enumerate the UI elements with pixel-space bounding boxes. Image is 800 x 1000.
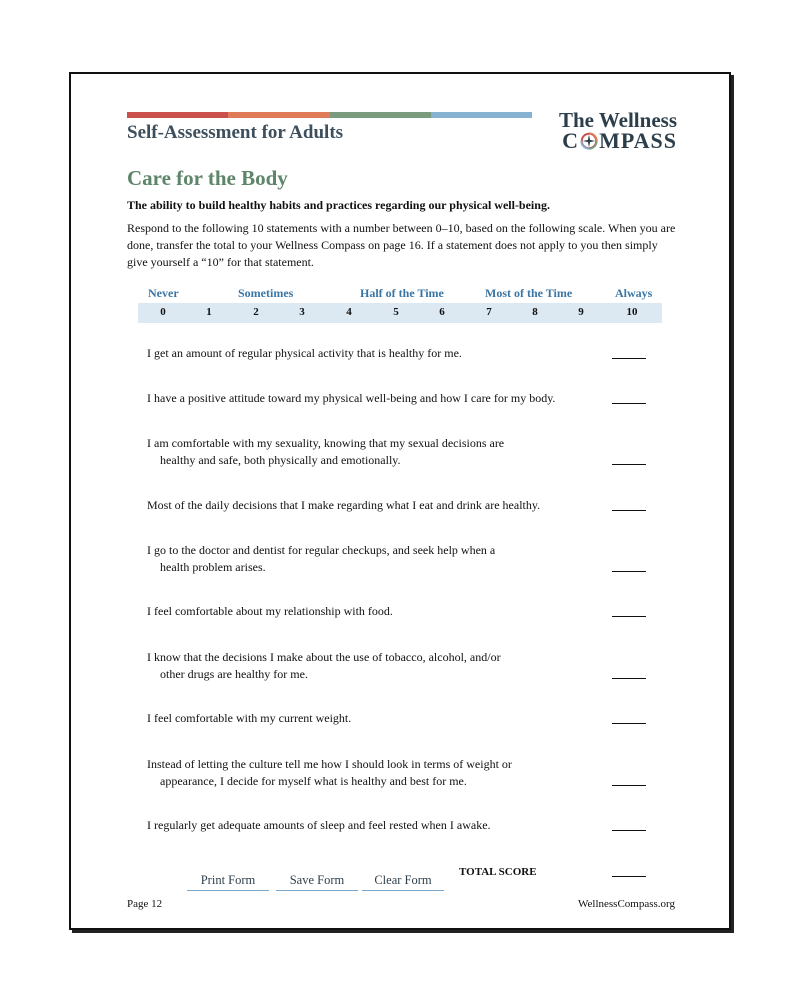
scale-number: 2 [253,306,259,318]
color-bar-segment-blue [431,112,532,118]
statement-text: I know that the decisions I make about the use of tobacco, alcohol, and/or [147,650,501,664]
scale-number: 10 [626,306,638,318]
score-field-4[interactable] [612,510,646,511]
statement-3 [147,435,617,469]
score-field-2[interactable] [612,403,646,404]
color-bar [127,112,532,118]
scale-number: 9 [578,306,584,318]
statement-text: I feel comfortable with my current weight. [147,711,352,725]
statement-text: Instead of letting the culture tell me how I should look in terms of weight or [147,757,512,771]
wellness-compass-logo [539,108,679,154]
logo-line-1: The Wellness [558,108,677,132]
scale-labels [138,286,668,302]
section-subtitle: The ability to build healthy habits and practices regarding our physical well-being. [127,198,550,212]
total-score-field[interactable] [612,876,646,877]
scale-numbers [138,303,662,323]
scale-label-half: Half of the Time [360,286,444,300]
scale-number: 0 [160,306,166,318]
scale-label-always: Always [615,286,653,300]
score-field-8[interactable] [612,723,646,724]
statement-7 [147,649,617,683]
scale-number: 5 [393,306,399,318]
print-form-button[interactable]: Print Form [187,871,269,891]
compass-icon [580,132,598,150]
statement-text-cont: healthy and safe, both physically and emotionally. [160,453,401,467]
score-field-3[interactable] [612,464,646,465]
color-bar-segment-orange [228,112,329,118]
scale-label-sometimes: Sometimes [238,286,294,300]
statement-text: I feel comfortable about my relationship with food. [147,604,393,618]
statement-9 [147,756,617,790]
color-bar-segment-green [330,112,431,118]
scale-number: 3 [299,306,305,318]
statement-8 [147,710,617,727]
logo-letter-c: C [562,128,580,153]
website-url: WellnessCompass.org [578,898,675,910]
statement-5 [147,542,617,576]
scale-label-never: Never [148,286,179,300]
save-form-button[interactable]: Save Form [276,871,358,891]
score-field-5[interactable] [612,571,646,572]
score-field-10[interactable] [612,830,646,831]
statement-4 [147,497,617,514]
statement-6 [147,603,617,620]
statement-text-cont: appearance, I decide for myself what is healthy and best for me. [160,774,467,788]
section-title: Care for the Body [127,166,288,190]
scale-label-most: Most of the Time [485,286,573,300]
statement-text: Most of the daily decisions that I make regarding what I eat and drink are healthy. [147,498,541,512]
statement-text: I go to the doctor and dentist for regular checkups, and seek help when a [147,543,496,557]
scale-number: 7 [486,306,492,318]
scale-number: 4 [346,306,352,318]
statement-10 [147,817,617,834]
score-field-7[interactable] [612,678,646,679]
color-bar-segment-red [127,112,228,118]
score-field-1[interactable] [612,358,646,359]
statement-text-cont: other drugs are healthy for me. [160,667,308,681]
page-number: Page 12 [127,898,163,910]
statement-text: I get an amount of regular physical activity that is healthy for me. [147,346,462,360]
clear-form-button[interactable]: Clear Form [362,871,444,891]
statement-text: I am comfortable with my sexuality, knowing that my sexual decisions are [147,436,505,450]
document-title: Self-Assessment for Adults [127,122,344,143]
scale-number: 8 [532,306,538,318]
logo-line-2 [562,128,677,154]
scale-number: 1 [206,306,212,318]
instructions-text: Respond to the following 10 statements with a number between 0–10, based on the following scale. When you are done, transfer the total to your Wellness Compass on page 16. If a statement does not apply to you then simply give yourself a “10” for that statement. [127,221,676,269]
statement-text: I have a positive attitude toward my physical well-being and how I care for my body. [147,391,556,405]
statement-text: I regularly get adequate amounts of sleep and feel rested when I awake. [147,818,491,832]
score-field-6[interactable] [612,616,646,617]
statement-2 [147,390,617,407]
statement-1 [147,345,617,362]
assessment-page [69,72,731,930]
logo-letters-mpass: MPASS [599,128,677,153]
statement-text-cont: health problem arises. [160,560,266,574]
total-score-label: TOTAL SCORE [459,866,537,878]
score-field-9[interactable] [612,785,646,786]
scale-number: 6 [439,306,445,318]
